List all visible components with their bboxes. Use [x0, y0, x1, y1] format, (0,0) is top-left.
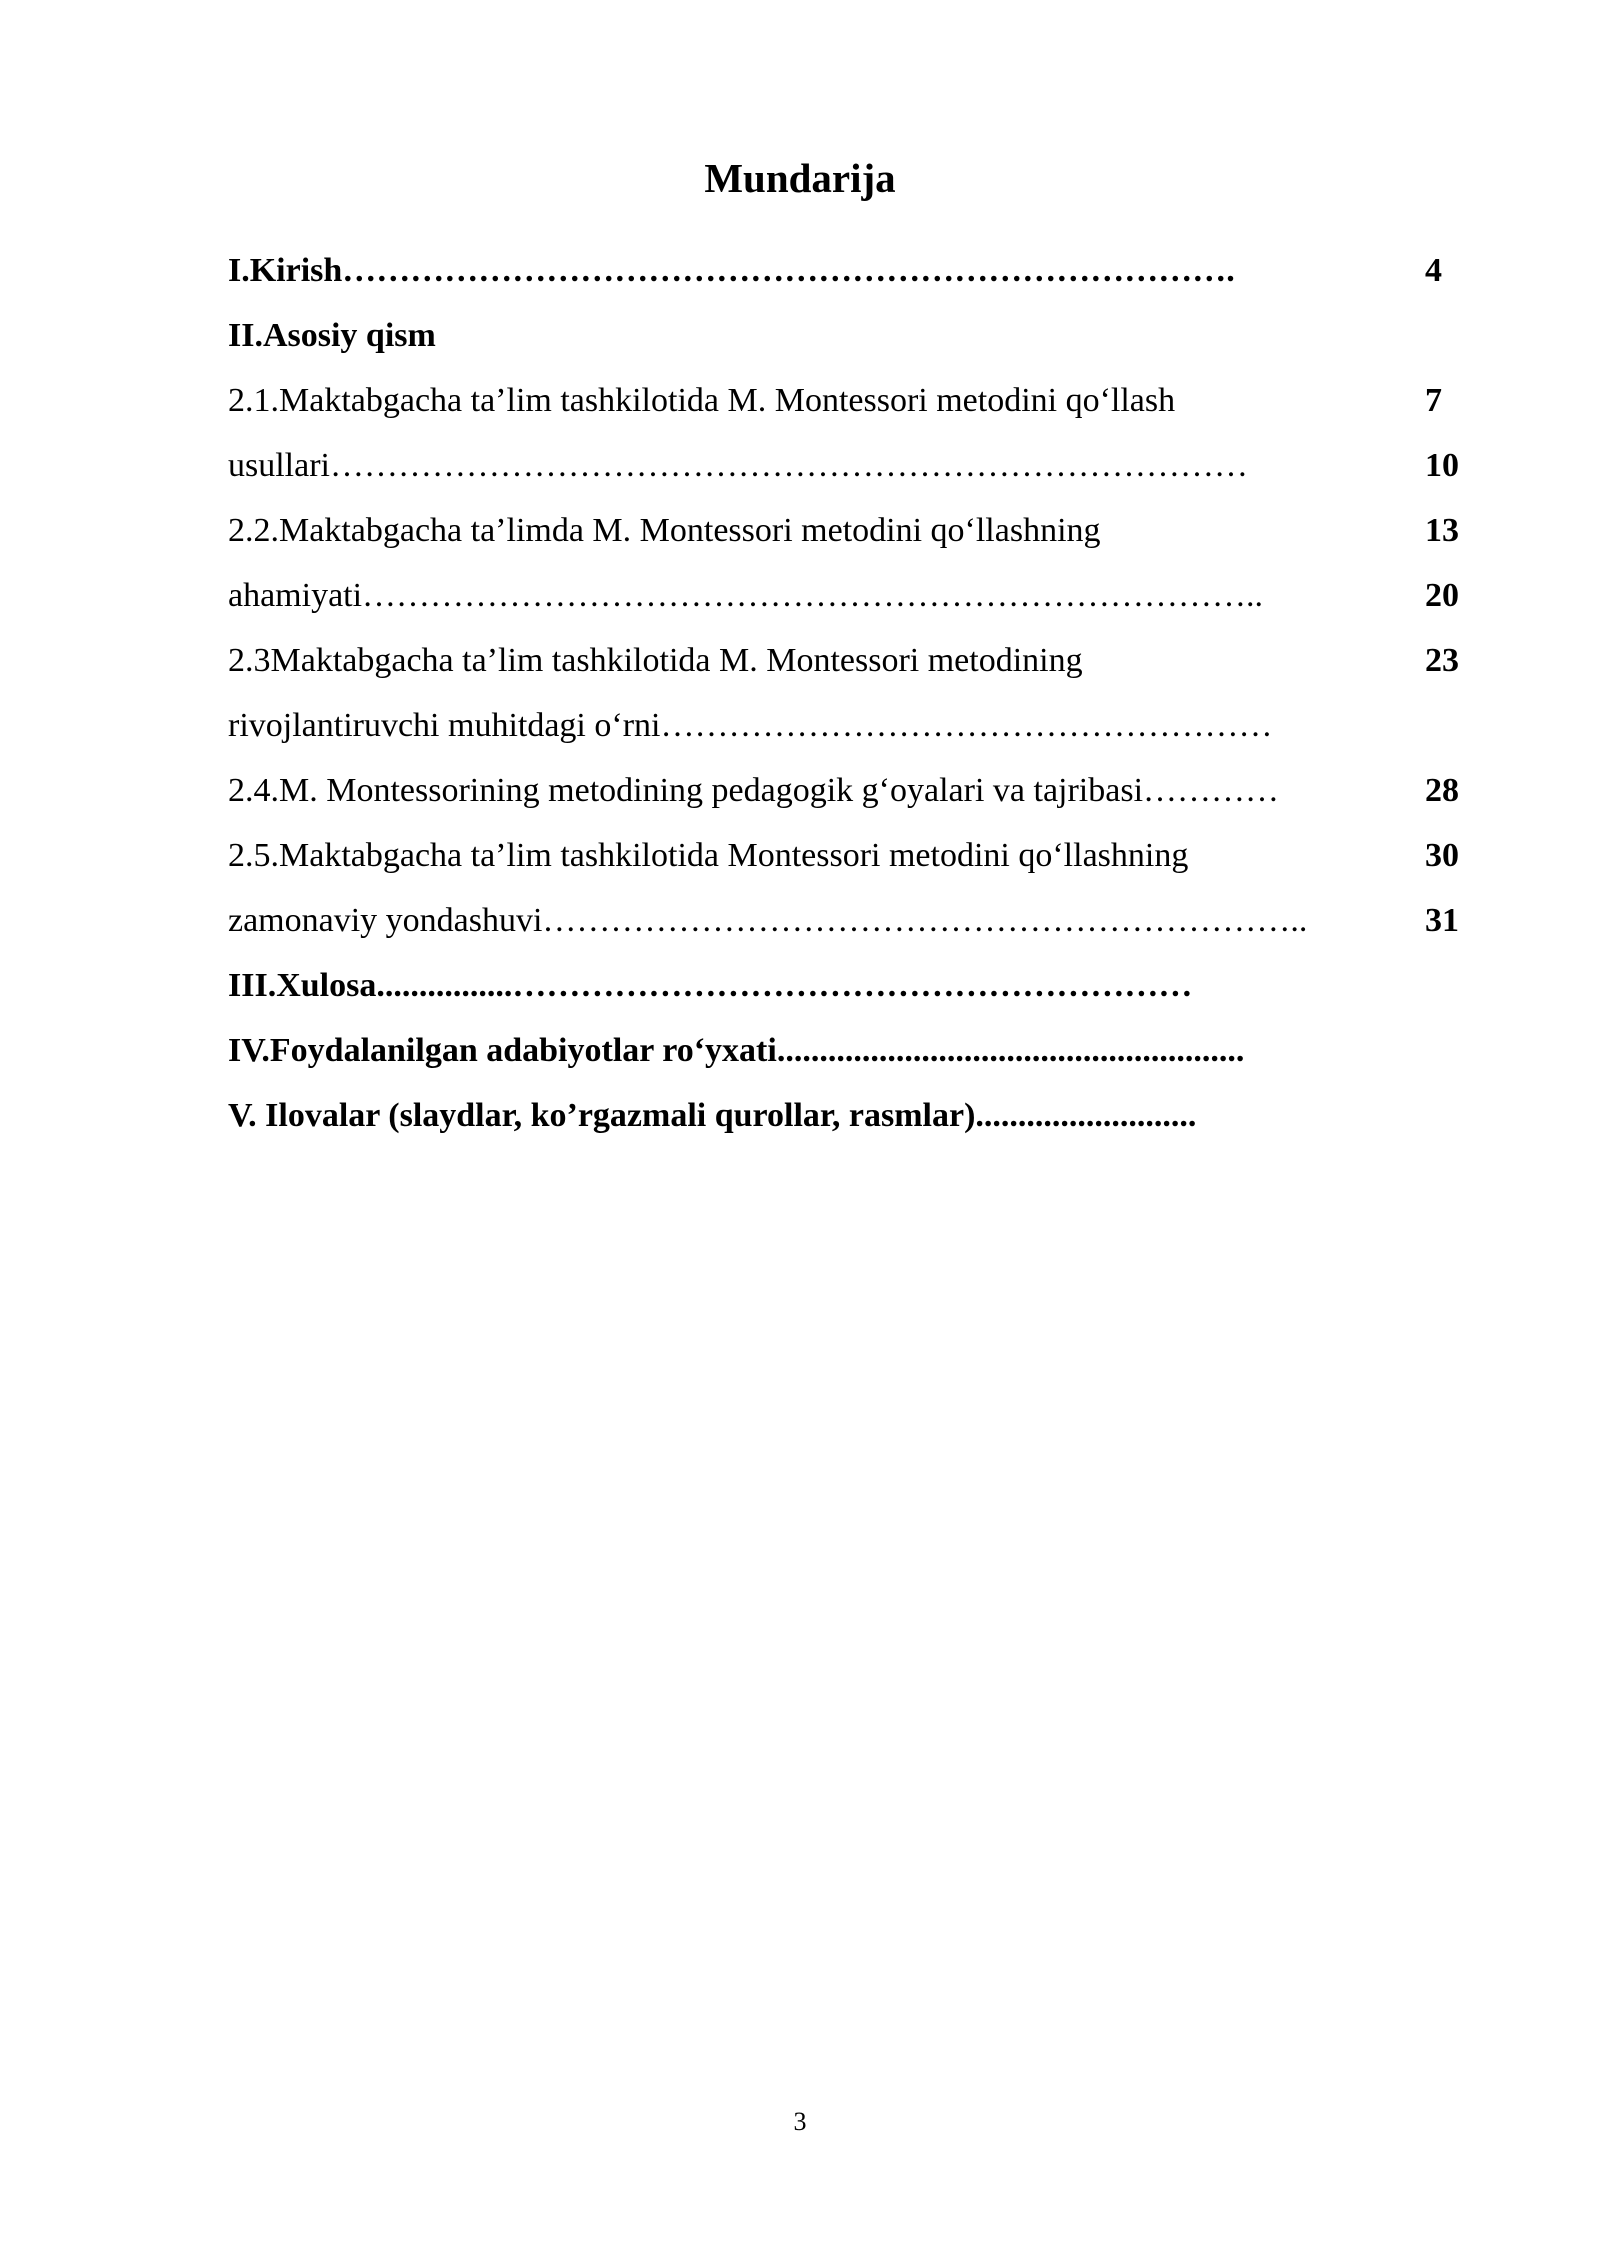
toc-line-kirish: I.Kirish……………………………………………………………………. — [228, 252, 1235, 289]
toc-line-2-3-a: 2.3Maktabgacha ta’lim tashkilotida M. Montessori metodining — [228, 642, 1083, 679]
toc-page-number: 30 — [1425, 837, 1459, 874]
toc-page-number: 31 — [1425, 902, 1459, 939]
toc-page-number: 7 — [1425, 382, 1442, 419]
toc-line-2-1-a: 2.1.Maktabgacha ta’lim tashkilotida M. Montessori metodini qo‘llash — [228, 382, 1176, 419]
toc-page-number: 13 — [1425, 512, 1459, 549]
toc-line-2-2-a: 2.2.Maktabgacha ta’limda M. Montessori metodini qo‘llashning — [228, 512, 1101, 549]
toc-line-2-4: 2.4.M. Montessorining metodining pedagogik g‘oyalari va tajribasi………… — [228, 772, 1280, 809]
toc-line-2-1-b: usullari……………………………………………………………………… — [228, 447, 1248, 484]
toc-line-2-5-a: 2.5.Maktabgacha ta’lim tashkilotida Montessori metodini qo‘llashning — [228, 837, 1189, 874]
toc-line-ilovalar: V. Ilovalar (slaydlar, ko’rgazmali qurollar, rasmlar).......................... — [228, 1097, 1197, 1134]
toc-line-asosiy-qism: II.Asosiy qism — [228, 317, 436, 354]
toc-page-number: 23 — [1425, 642, 1459, 679]
toc-line-2-2-b: ahamiyati…………………………………………………………………….. — [228, 577, 1264, 614]
toc-page-number: 20 — [1425, 577, 1459, 614]
toc-line-2-3-b: rivojlantiruvchi muhitdagi o‘rni……………………………………………… — [228, 707, 1273, 744]
toc-line-adabiyotlar: IV.Foydalanilgan adabiyotlar ro‘yxati....................................................... — [228, 1032, 1245, 1069]
footer-page-number: 3 — [793, 2107, 807, 2136]
toc-line-2-5-b: zamonaviy yondashuvi………………………………………………………….. — [228, 902, 1308, 939]
toc-page-number: 4 — [1425, 252, 1442, 289]
toc-line-xulosa: III.Xulosa................…………………………………………………… — [228, 967, 1193, 1004]
toc-page-number: 28 — [1425, 772, 1459, 809]
page-title: Mundarija — [704, 155, 896, 201]
toc-page-number: 10 — [1425, 447, 1459, 484]
